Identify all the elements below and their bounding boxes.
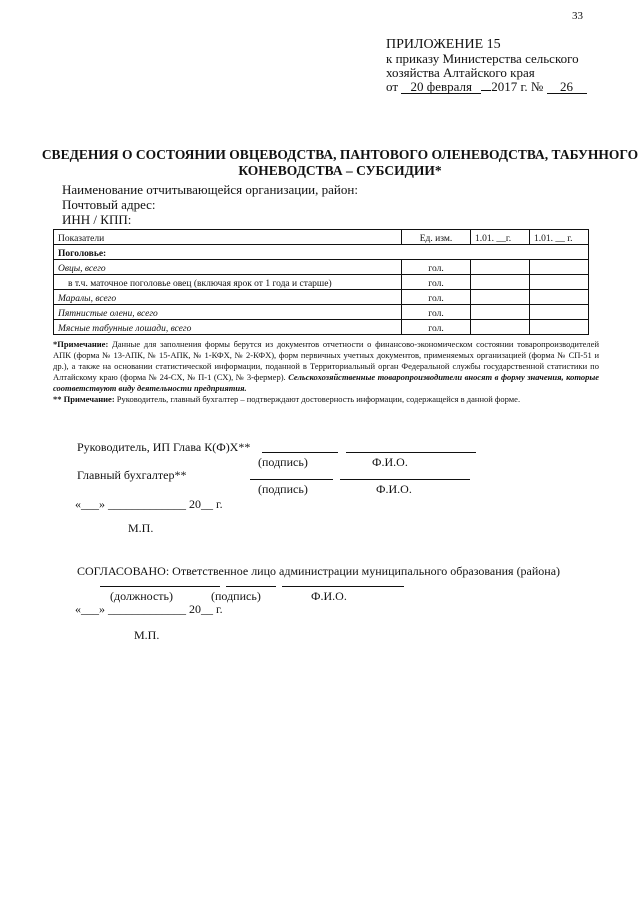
page-number: 33 — [572, 10, 583, 22]
head-label: Руководитель, ИП Глава К(Ф)Х** — [77, 440, 251, 454]
note-2-text: Руководитель, главный бухгалтер – подтверждают достоверность информации, содержащейся в данной форме. — [116, 394, 521, 404]
agreed-fio-caption: Ф.И.О. — [311, 589, 347, 603]
agreed-fio-line — [282, 586, 404, 587]
appendix-date-line — [386, 80, 587, 94]
row-unit: гол. — [402, 260, 471, 275]
accountant-signature-line — [250, 479, 333, 480]
value-cell — [530, 320, 589, 335]
appendix-title: ПРИЛОЖЕНИЕ 15 — [386, 37, 501, 52]
note-2 — [53, 394, 599, 405]
stamp-1: М.П. — [128, 521, 154, 535]
document-title: СВЕДЕНИЯ О СОСТОЯНИИ ОВЦЕВОДСТВА, ПАНТОВОГО ОЛЕНЕВОДСТВА, ТАБУННОГО КОНЕВОДСТВА – СУБСИДИИ* — [41, 147, 639, 178]
head-signature-line — [262, 452, 338, 453]
row-label: Овцы, всего — [54, 260, 402, 275]
accountant-signature-caption: (подпись) — [258, 482, 308, 496]
note-1-label: *Примечание: — [53, 339, 109, 349]
row-label: Пятнистые олени, всего — [54, 305, 402, 320]
table-row — [54, 260, 589, 275]
value-cell — [530, 275, 589, 290]
value-cell — [471, 260, 530, 275]
head-fio-line — [346, 452, 476, 453]
header-unit: Ед. изм. — [402, 230, 471, 245]
appendix-line2: к приказу Министерства сельского — [386, 51, 579, 66]
value-cell — [530, 260, 589, 275]
value-cell — [471, 320, 530, 335]
head-signature-caption: (подпись) — [258, 455, 308, 469]
table-row — [54, 305, 589, 320]
value-cell — [471, 275, 530, 290]
row-unit: гол. — [402, 320, 471, 335]
appendix-block — [386, 38, 587, 94]
order-date: 20 февраля — [401, 81, 481, 94]
data-table — [53, 229, 589, 335]
position-caption: (должность) — [110, 589, 173, 603]
postal-address-field: Почтовый адрес: — [62, 197, 156, 212]
note-1 — [53, 339, 599, 394]
row-unit: гол. — [402, 275, 471, 290]
row-unit: гол. — [402, 305, 471, 320]
appendix-line3: хозяйства Алтайского края — [386, 65, 535, 80]
table-section-row — [54, 245, 589, 260]
table-row — [54, 320, 589, 335]
accountant-label: Главный бухгалтер** — [77, 468, 187, 482]
row-unit: гол. — [402, 290, 471, 305]
order-year: 2017 г. — [491, 79, 528, 94]
value-cell — [530, 290, 589, 305]
row-label: Маралы, всего — [54, 290, 402, 305]
org-name-field: Наименование отчитывающейся организации, район: — [62, 182, 358, 197]
number-label: № — [530, 79, 544, 94]
notes-block — [53, 339, 599, 405]
accountant-fio-caption: Ф.И.О. — [376, 482, 412, 496]
header-date-2: 1.01. __ г. — [530, 230, 589, 245]
head-fio-caption: Ф.И.О. — [372, 455, 408, 469]
date-line-2: «___» _____________ 20__ г. — [75, 602, 223, 616]
value-cell — [530, 305, 589, 320]
table-header-row — [54, 230, 589, 245]
header-date-1: 1.01. __г. — [471, 230, 530, 245]
table-row — [54, 290, 589, 305]
date-underline — [481, 90, 491, 91]
row-label: в т.ч. маточное поголовье овец (включая ярок от 1 года и старше) — [54, 275, 402, 290]
row-label: Мясные табунные лошади, всего — [54, 320, 402, 335]
agreed-signature-caption: (подпись) — [211, 589, 261, 603]
stamp-2: М.П. — [134, 628, 160, 642]
inn-kpp-field: ИНН / КПП: — [62, 212, 132, 227]
value-cell — [471, 305, 530, 320]
agreed-signature-line — [226, 586, 276, 587]
value-cell — [471, 290, 530, 305]
note-2-label: ** Примечание: — [53, 394, 115, 404]
agreed-label: СОГЛАСОВАНО: Ответственное лицо администрации муниципального образования (района) — [77, 564, 561, 578]
section-livestock: Поголовье: — [54, 245, 589, 260]
order-number: 26 — [547, 81, 587, 94]
table-row — [54, 275, 589, 290]
note-1-emphasis: Сельскохозяйственные товаропроизводители вносят в форму значения, которые соответствуют виду деятельности предприятия. — [53, 372, 600, 393]
header-indicators: Показатели — [54, 230, 402, 245]
accountant-fio-line — [340, 479, 470, 480]
position-line — [100, 586, 220, 587]
note-1-text: Данные для заполнения формы берутся из документов отчетности о финансово-экономическом состоянии товаропроизводителей АПК (форма № 13-АПК, № 15-АПК, № 1-КФХ, № 2-КФХ), форм первичных учетных документов, применяемых организацией (форма № СП-51 и др.), а также на основании статистической информации, поданной в Территориальный орган Федеральной службы государственной статистики по Алтайскому краю (форма № 24-СХ, № П-1 (СХ), № 3-фермер). — [53, 339, 599, 382]
date-line-1: «___» _____________ 20__ г. — [75, 497, 223, 511]
from-label: от — [386, 79, 399, 94]
